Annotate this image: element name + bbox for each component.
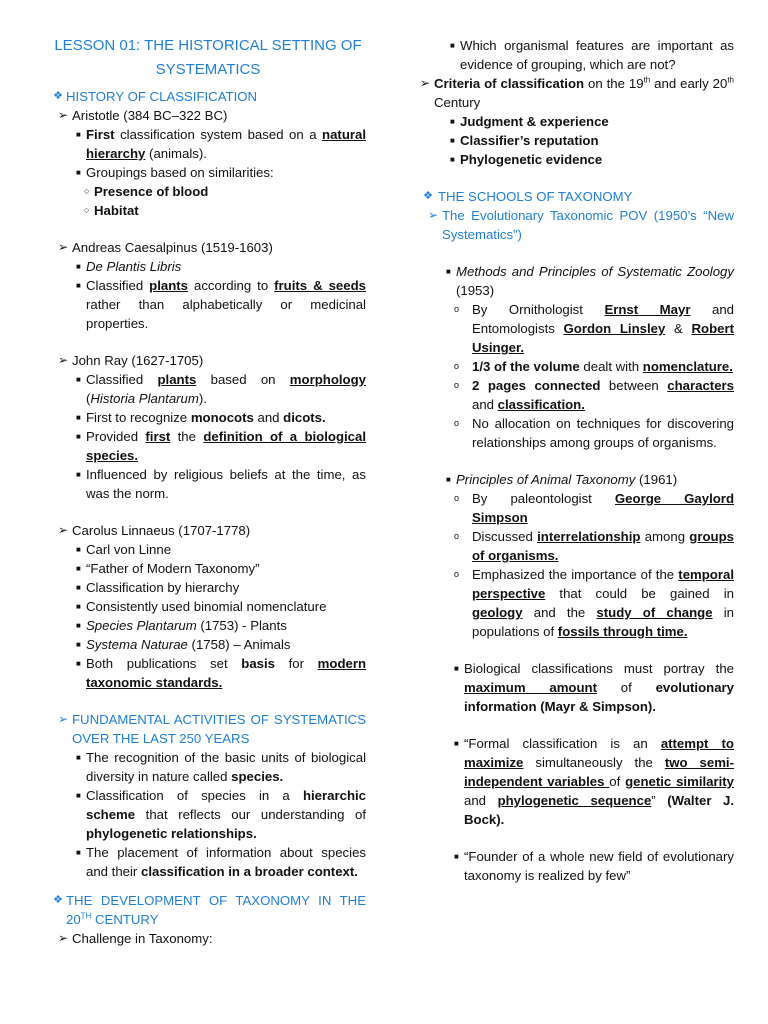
underlined-text: groups of organisms. [472,529,734,563]
text: Provided [86,429,146,444]
bullet [420,112,734,131]
pat-title-row [456,470,734,489]
bullet [50,408,366,427]
bullet [50,540,366,559]
circle-bullet-icon: o [454,493,460,503]
title-line-1: LESSON 01: THE HISTORICAL SETTING OF [54,37,362,54]
underlined-text: genetic similarity [625,774,735,789]
founder-text: “Founder of a whole new field of evolutionary taxonomy is realized by few” [464,849,734,883]
bullet [50,748,366,786]
underlined-text: nomenclature. [642,359,733,374]
ray-b2 [86,408,366,427]
square-bullet-icon: ■ [76,659,81,668]
linnaeus-b6 [86,635,366,654]
bold-text: classification in a broader context. [141,864,358,879]
criteria-text [434,74,734,112]
fundamental-heading: FUNDAMENTAL ACTIVITIES OF SYSTEMATICS OVER THE LAST 250 YEARS [72,712,366,746]
text: and Entomologists [472,302,734,336]
bold-text: 1/3 of the volume [472,359,580,374]
bullet [50,163,366,182]
linnaeus-item [50,521,366,540]
arrow-bullet-icon: ➢ [58,931,69,945]
arrow-bullet-icon: ➢ [58,108,69,122]
text: By Ornithologist [472,302,605,317]
bold-text: basis [241,656,275,671]
sub-bullet [420,357,734,376]
bold-text: dicots. [283,410,326,425]
text: Classified [86,278,150,293]
bold-text: 2 pages connected [472,378,601,393]
underlined-text: fossils through time. [557,624,688,639]
bold-text: hierarchic scheme [86,788,366,822]
square-bullet-icon: ■ [450,155,455,164]
square-bullet-icon: ■ [76,375,81,384]
challenge-item [50,929,366,948]
underlined-text: modern taxonomic standards. [86,656,367,690]
bullet [420,659,734,716]
text: Century [434,95,481,110]
text: classification system based on a [114,127,323,142]
square-bullet-icon: ■ [76,602,81,611]
text: of [609,774,626,789]
aristotle-b1 [86,125,366,163]
bullet [50,578,366,597]
bullet [50,125,366,163]
underlined-text: geology [472,605,523,620]
text: and the [522,605,597,620]
text: according to [188,278,275,293]
ray-item [50,351,366,370]
text: (1953) [456,283,495,298]
square-bullet-icon: ■ [76,583,81,592]
ray-b4: Influenced by religious beliefs at the time, as was the norm. [86,467,366,501]
title-line-2: SYSTEMATICS [155,61,261,78]
text: among [640,529,690,544]
text: (1758) – Animals [187,637,291,652]
text: (1961) [635,472,678,487]
bullet [50,276,366,333]
underlined-text: interrelationship [537,529,641,544]
criteria-c1: Judgment & experience [460,114,609,129]
italic-text: Methods and Principles of Systematic Zoology [456,264,734,279]
square-bullet-icon: ■ [76,262,81,271]
text: and [472,397,498,412]
text: dealt with [579,359,643,374]
underlined-text: classification. [497,397,585,412]
square-bullet-icon: ■ [446,475,451,484]
aristotle-c1: Presence of blood [94,184,209,199]
sub-bullet [420,414,734,452]
underlined-text: phylogenetic sequence [497,793,652,808]
text: Classification of species in a [86,788,303,803]
bullet [420,262,734,300]
mp-o3 [472,376,734,414]
circle-bullet-icon: o [454,418,460,428]
underlined-text: temporal perspective [472,567,734,601]
text: The placement of information about species and their [86,845,366,879]
text: rather than alphabetically or medicinal properties. [86,297,366,331]
underlined-text: plants [157,372,197,387]
diamond-bullet-icon: ❖ [53,90,63,102]
square-bullet-icon: ■ [76,545,81,554]
underlined-text: attempt to maximize [464,736,734,770]
underlined-text: study of change [596,605,713,620]
text: Classified [86,372,158,387]
bold-text: evolutionary information (Mayr & Simpson). [464,680,734,714]
square-bullet-icon: ■ [76,413,81,422]
text: Both publications set [86,656,242,671]
fc-text [464,734,734,829]
superscript: th [643,75,651,85]
section-development [50,891,366,929]
text: based on [196,372,290,387]
circle-bullet-icon: o [454,569,460,579]
circle-bullet-icon: o [454,531,460,541]
sub-bullet [420,376,734,414]
section-history [50,87,366,106]
circle-bullet-icon: o [454,380,460,390]
diamond-bullet-icon: ❖ [423,190,433,202]
underlined-text: definition of a biological species. [86,429,366,463]
underlined-text: characters [667,378,734,393]
bullet [420,470,734,489]
text: ” [651,793,668,808]
text: First to recognize [86,410,191,425]
text: & [665,321,692,336]
mp-o2 [472,357,734,376]
square-bullet-icon: ■ [450,136,455,145]
bullet [50,559,366,578]
text: and [253,410,284,425]
arrow-bullet-icon: ➢ [58,240,69,254]
caesalpinus-b1: De Plantis Libris [86,259,182,274]
diamond-bullet-icon: ❖ [53,894,63,906]
underlined-text: morphology [289,372,366,387]
bullet [50,597,366,616]
aristotle-c2: Habitat [94,203,139,218]
square-bullet-icon: ■ [76,753,81,762]
underlined-text: Ernst Mayr [604,302,691,317]
bullet [420,36,734,74]
circle-bullet-icon: o [454,304,460,314]
text: (1753) - Plants [196,618,287,633]
linnaeus-b4: Consistently used binomial nomenclature [86,599,327,614]
linnaeus-b3: Classification by hierarchy [86,580,240,595]
lesson-title [50,34,366,82]
ray-b3 [86,427,366,465]
bullet [50,786,366,843]
sub-bullet [420,527,734,565]
question-text: Which organismal features are important as evidence of grouping, which are not? [460,38,734,72]
text: ). [198,391,207,406]
bullet [50,257,366,276]
text: “Formal classification is an [464,736,661,751]
mp-title-row [456,262,734,300]
square-bullet-icon: ■ [446,267,451,276]
bullet [50,635,366,654]
italic-text: Systema Naturae [86,637,188,652]
text: in populations of [472,605,734,639]
aristotle-item [50,106,366,125]
underlined-text: George Gaylord Simpson [472,491,734,525]
ray-b1 [86,370,366,408]
bc-text [464,659,734,716]
italic-text: Species Plantarum [86,618,197,633]
aristotle-b2: Groupings based on similarities: [86,165,274,180]
underlined-text: Gordon Linsley [563,321,666,336]
criteria-c3: Phylogenetic evidence [460,152,603,167]
text: that could be gained in [545,586,734,601]
underlined-text: fruits & seeds [274,278,366,293]
text: ( [86,391,91,406]
bullet [50,427,366,465]
bullet [420,131,734,150]
bullet [50,370,366,408]
development-heading [66,891,366,929]
square-bullet-icon: ■ [76,791,81,800]
text: Emphasized the importance of the [472,567,679,582]
square-bullet-icon: ■ [76,848,81,857]
text: By paleontologist [472,491,615,506]
aristotle-name: Aristotle (384 BC–322 BC) [72,108,228,123]
caesalpinus-name: Andreas Caesalpinus (1519-1603) [72,240,273,255]
section-schools [420,187,734,206]
schools-heading: THE SCHOOLS OF TAXONOMY [438,189,633,204]
square-bullet-icon: ■ [76,432,81,441]
text: Biological classifications must portray the [464,661,734,676]
pov-heading: The Evolutionary Taxonomic POV (1950’s “New Systematics”) [442,208,734,242]
bullet [420,734,734,829]
square-bullet-icon: ■ [450,117,455,126]
fundamental-b3 [86,843,366,881]
underlined-text: first [145,429,171,444]
square-bullet-icon: ■ [450,41,455,50]
text: THE DEVELOPMENT OF TAXONOMY IN THE 20 [66,893,366,927]
underlined-text: natural hierarchy [86,127,366,161]
caesalpinus-b2 [86,276,366,333]
text: and early 20 [650,76,728,91]
bullet [50,654,366,692]
bullet [50,616,366,635]
square-bullet-icon: ■ [76,640,81,649]
sub-bullet [50,182,366,201]
history-heading: HISTORY OF CLASSIFICATION [66,89,258,104]
text: that reflects our understanding of [135,807,366,822]
text: on the 19 [584,76,644,91]
criteria-item [420,74,734,112]
text: The recognition of the basic units of biological diversity in nature called [86,750,366,784]
challenge-text: Challenge in Taxonomy: [72,931,213,946]
square-bullet-icon: ■ [76,168,81,177]
square-bullet-icon: ■ [76,470,81,479]
circle-bullet-icon: ○ [84,205,90,215]
mp-o1 [472,300,734,357]
linnaeus-b2: “Father of Modern Taxonomy” [86,561,260,576]
circle-bullet-icon: ○ [84,186,90,196]
square-bullet-icon: ■ [454,739,459,748]
underlined-text: Robert Usinger. [472,321,734,355]
underlined-text: plants [149,278,188,293]
arrow-bullet-icon: ➢ [58,353,69,367]
italic-text: Principles of Animal Taxonomy [456,472,636,487]
bold-text: species. [231,769,284,784]
underlined-text: maximum amount [464,680,597,695]
bold-text: Criteria of classification [434,76,585,91]
sub-bullet [420,489,734,527]
sub-bullet [420,565,734,641]
bold-text: (Walter J. Bock). [464,793,735,827]
bullet [420,847,734,885]
right-column [420,36,734,885]
square-bullet-icon: ■ [454,852,459,861]
square-bullet-icon: ■ [76,281,81,290]
linnaeus-b1: Carl von Linne [86,542,172,557]
bullet [50,465,366,503]
text: between [600,378,668,393]
bold-text: First [86,127,115,142]
bullet [420,150,734,169]
text: and [464,793,498,808]
italic-text: Historia Plantarum [90,391,199,406]
ray-name: John Ray (1627-1705) [72,353,204,368]
fundamental-b1 [86,748,366,786]
sub-bullet [50,201,366,220]
arrow-bullet-icon: ➢ [428,208,439,222]
pat-o3 [472,565,734,641]
underlined-text: two semi-independent variables [464,755,734,789]
square-bullet-icon: ■ [76,564,81,573]
linnaeus-name: Carolus Linnaeus (1707-1778) [72,523,251,538]
sub-bullet [420,300,734,357]
linnaeus-b7 [86,654,366,692]
text: Discussed [472,529,538,544]
bold-text: monocots [190,410,254,425]
superscript: TH [80,911,92,921]
pat-o2 [472,527,734,565]
criteria-c2: Classifier’s reputation [460,133,599,148]
bold-text: phylogenetic relationships. [86,826,257,841]
fundamental-heading-row [50,710,366,748]
arrow-bullet-icon: ➢ [58,523,69,537]
text: CENTURY [91,912,159,927]
square-bullet-icon: ■ [76,130,81,139]
text: for [275,656,318,671]
left-column [50,34,366,948]
square-bullet-icon: ■ [454,664,459,673]
bullet [50,843,366,881]
text: simultaneously the [523,755,665,770]
text: the [170,429,204,444]
superscript: th [727,75,734,85]
arrow-bullet-icon: ➢ [420,76,431,90]
caesalpinus-item [50,238,366,257]
fundamental-b2 [86,786,366,843]
text: of [596,680,656,695]
mp-o4: No allocation on techniques for discovering relationships among groups of organisms. [472,416,734,450]
pat-o1 [472,489,734,527]
text: (animals). [145,146,207,161]
circle-bullet-icon: o [454,361,460,371]
square-bullet-icon: ■ [76,621,81,630]
linnaeus-b5 [86,616,366,635]
pov-heading-row [420,206,734,244]
arrow-bullet-icon: ➢ [58,712,69,726]
